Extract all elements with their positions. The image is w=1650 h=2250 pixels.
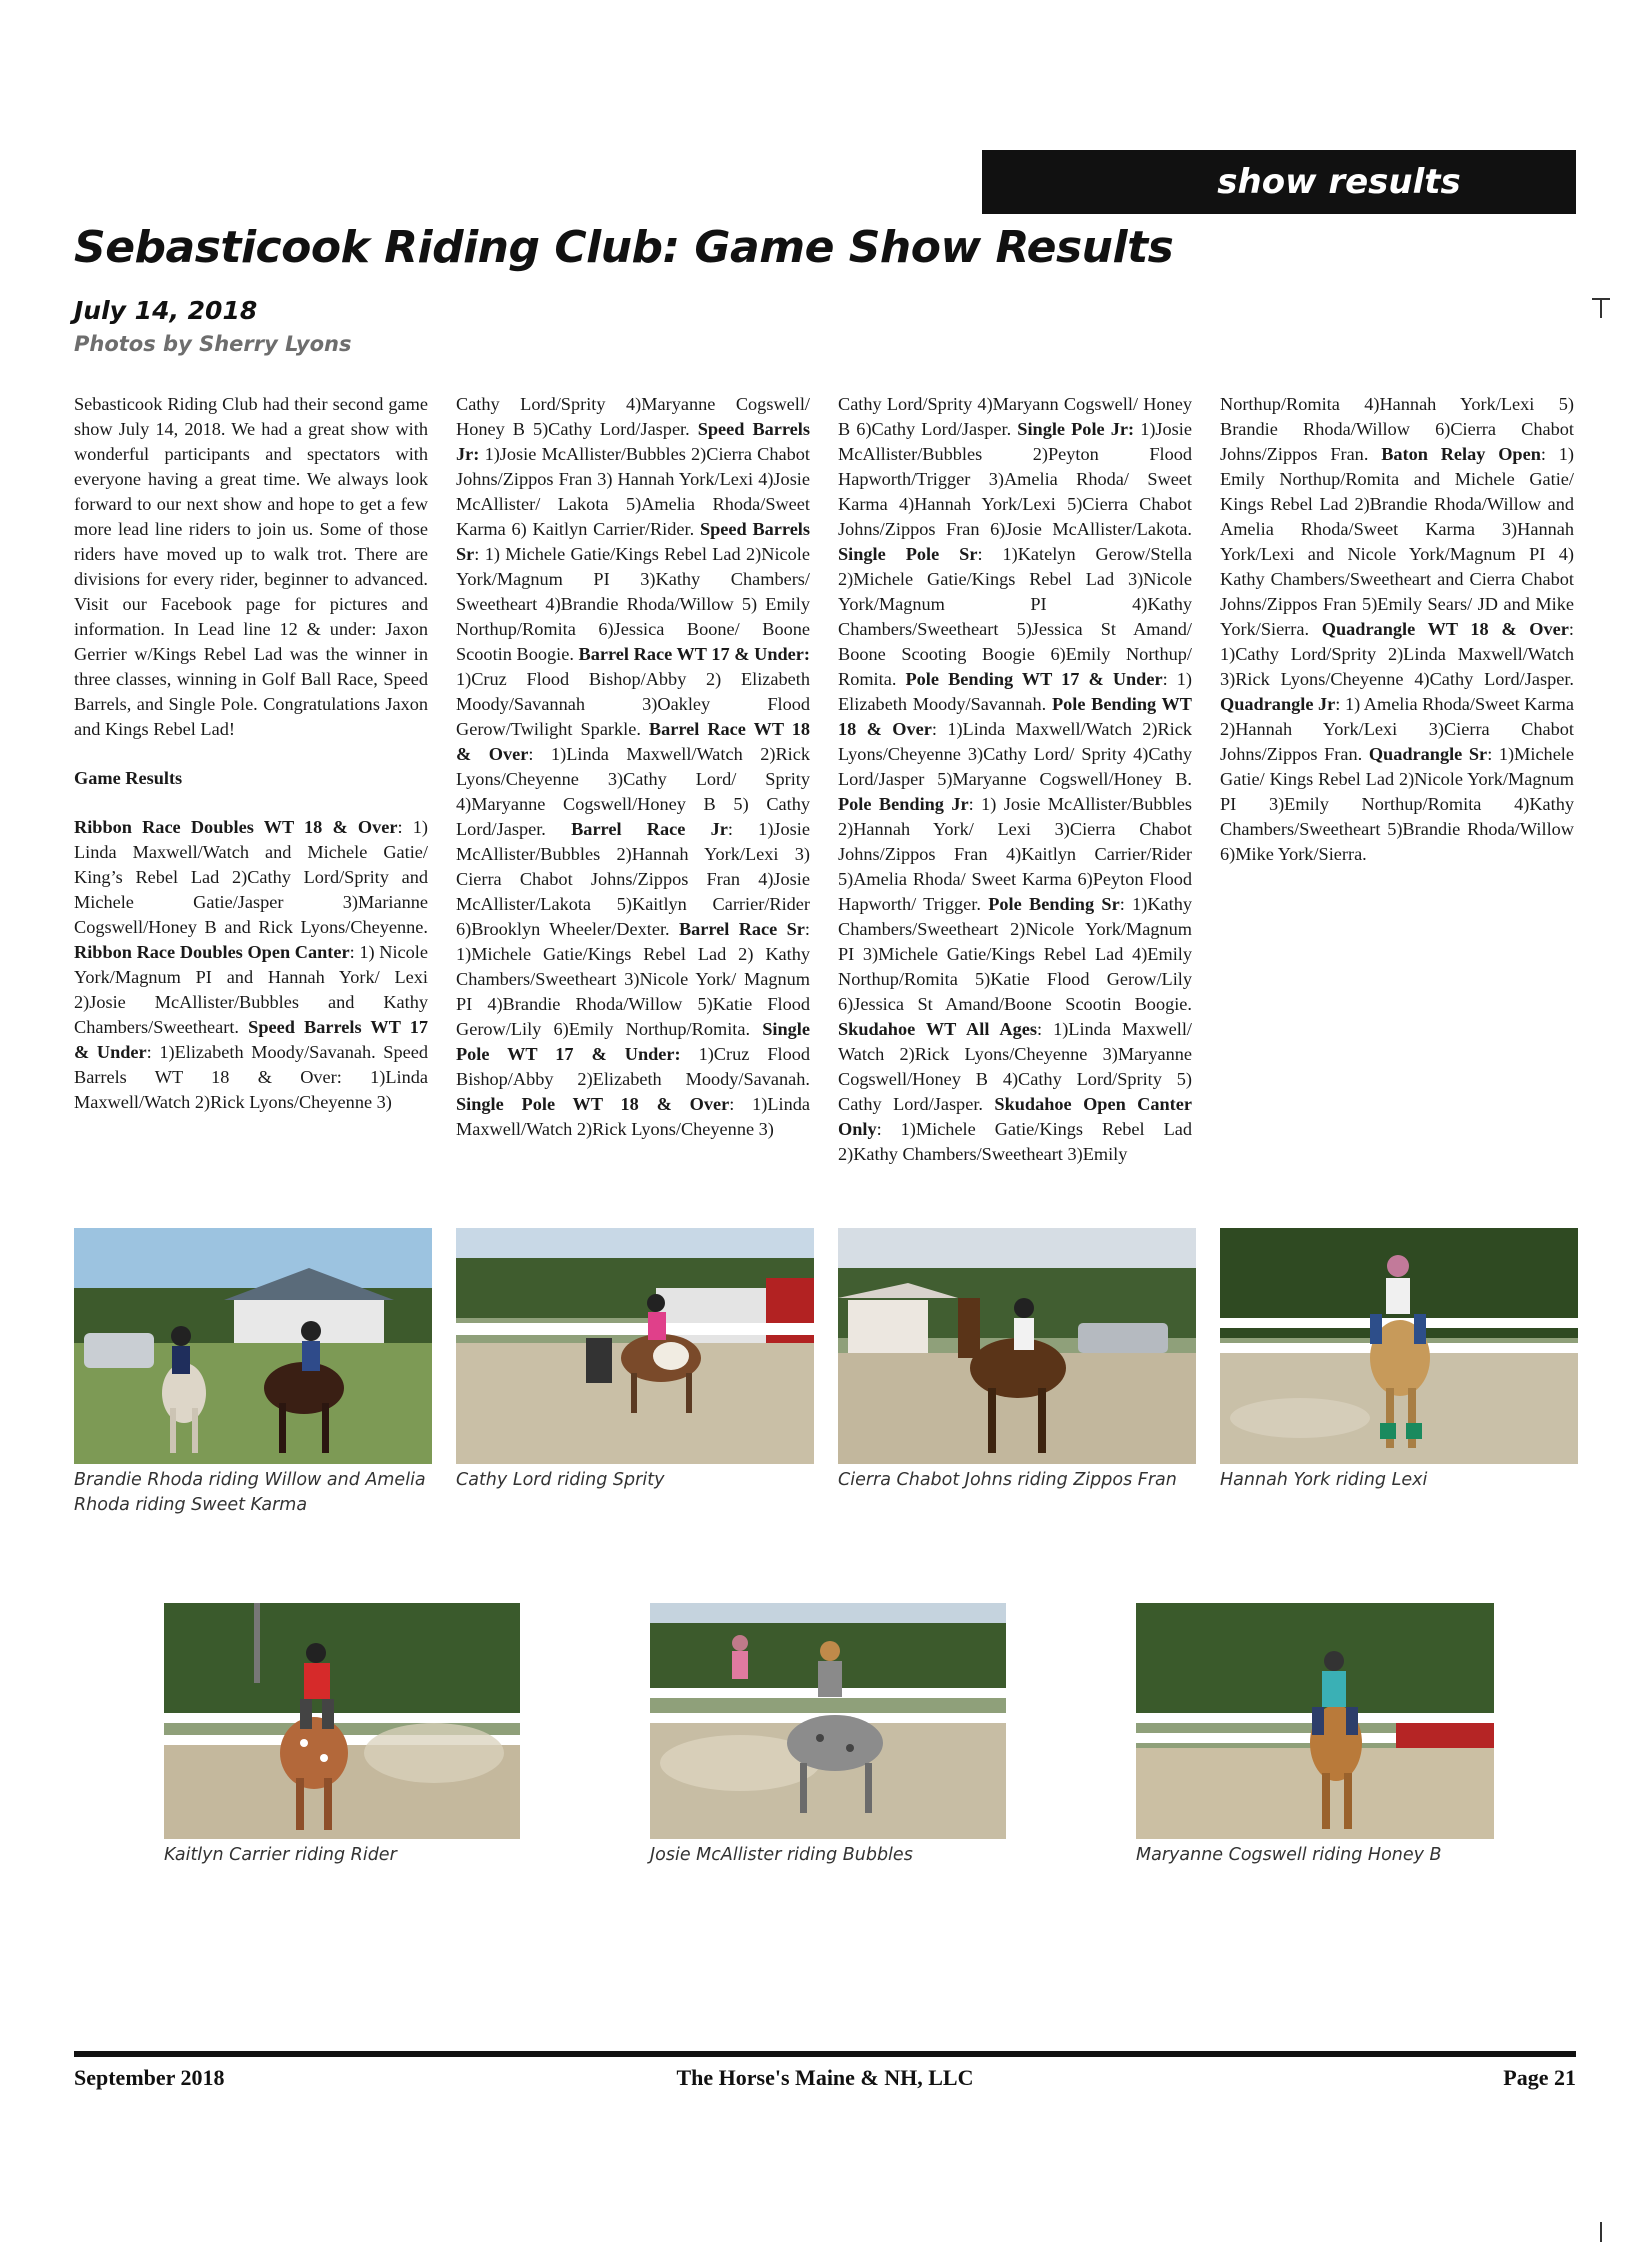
result-text: : 1) Nicole York/Magnum PI and Hannah York/ Lexi 2)Josie McAllister/Bubbles and Kathy Chambers/Sweetheart. bbox=[74, 942, 428, 1037]
photo-caption: Hannah York riding Lexi bbox=[1220, 1470, 1428, 1490]
event-name: Single Pole WT 17 & Under: bbox=[456, 1019, 810, 1064]
result-text: Cathy Lord/Sprity 4)Maryann Cogswell/ Honey B 6)Cathy Lord/Jasper. bbox=[838, 394, 1192, 439]
photo-brandie-rhoda-willow bbox=[74, 1228, 432, 1464]
photo-caption: Cierra Chabot Johns riding Zippos Fran bbox=[838, 1470, 1177, 1490]
photo-hannah-york-lexi bbox=[1220, 1228, 1578, 1464]
footer-page-number: Page 21 bbox=[1503, 2065, 1576, 2090]
event-name: Single Pole WT 18 & Over bbox=[456, 1094, 730, 1114]
event-name: Quadrangle Jr bbox=[1220, 694, 1336, 714]
result-text: 1)Josie McAllister/Bubbles 2)Peyton Flood Hapworth/Trigger 3)Amelia Rhoda/ Sweet Karma 4)Hannah York/Lexi 5)Cierra Chabot Johns/Zippos Fran 6)Josie McAllister/Lakota. bbox=[838, 419, 1192, 539]
event-name: Pole Bending WT 18 & Over bbox=[838, 694, 1192, 739]
event-name: Speed Barrels Sr bbox=[456, 519, 811, 564]
event-name: Speed Barrels Jr: bbox=[456, 419, 810, 464]
footer-issue-date: September 2018 bbox=[74, 2065, 225, 2090]
event-name: Baton Relay Open bbox=[1381, 444, 1541, 464]
result-text: : 1)Elizabeth Moody/Savanah. Speed Barrels WT 18 & Over: 1)Linda Maxwell/Watch 2)Rick Lyons/Cheyenne 3) bbox=[74, 1042, 428, 1112]
photo-credit: Photos by Sherry Lyons bbox=[74, 332, 352, 356]
event-name: Skudahoe WT All Ages bbox=[838, 1019, 1037, 1039]
photo-caption: Kaitlyn Carrier riding Rider bbox=[164, 1845, 397, 1865]
article-paragraph bbox=[74, 766, 428, 791]
article-paragraph bbox=[74, 392, 428, 742]
event-name: Game Results bbox=[74, 768, 183, 788]
article-paragraph bbox=[456, 392, 810, 1142]
result-text: : 1) Amelia Rhoda/Sweet Karma 2)Hannah York/Lexi 3)Cierra Chabot Johns/Zippos Fran. bbox=[1220, 694, 1574, 764]
result-text: : 1)Linda Maxwell/Watch 2)Rick Lyons/Cheyenne 3)Cathy Lord/ Sprity 4)Maryanne Cogswell/Honey B 5) Cathy Lord/Jasper. bbox=[456, 744, 811, 839]
result-text: : 1)Kathy Chambers/Sweetheart 2)Nicole York/Magnum PI 3)Michele Gatie/Kings Rebel Lad 4)Emily Northup/Romita 5)Katie Flood Gerow/Lily 6)Jessica St Amand/Boone Scootin Boogie. bbox=[838, 894, 1192, 1014]
result-text: 1)Cruz Flood Bishop/Abby 2)Elizabeth Moody/Savanah. bbox=[456, 1044, 810, 1089]
result-text: 1)Cruz Flood Bishop/Abby 2) Elizabeth Moody/Savannah 3)Oakley Flood Gerow/Twilight Sparkle. bbox=[456, 669, 810, 739]
photo-caption: Josie McAllister riding Bubbles bbox=[650, 1845, 913, 1865]
photo-caption: Maryanne Cogswell riding Honey B bbox=[1136, 1845, 1442, 1865]
article-column-3 bbox=[838, 392, 1192, 1167]
event-name: Pole Bending Sr bbox=[988, 894, 1120, 914]
article-paragraph bbox=[1220, 392, 1574, 867]
event-date: July 14, 2018 bbox=[74, 296, 258, 325]
photo-caption: Cathy Lord riding Sprity bbox=[456, 1470, 665, 1490]
headline: Sebasticook Riding Club: Game Show Results bbox=[74, 222, 1174, 273]
result-text: Cathy Lord/Sprity 4)Maryanne Cogswell/ Honey B 5)Cathy Lord/Jasper. bbox=[456, 394, 810, 439]
photo-maryanne-cogswell-honey-b bbox=[1136, 1603, 1494, 1839]
event-name: Quadrangle Sr bbox=[1368, 744, 1488, 764]
event-name: Barrel Race WT 17 & Under: bbox=[578, 644, 810, 664]
event-name: Speed Barrels WT 17 & Under bbox=[74, 1017, 429, 1062]
crop-mark-icon bbox=[1600, 2222, 1602, 2242]
event-name: Single Pole Jr: bbox=[1017, 419, 1135, 439]
event-name: Quadrangle WT 18 & Over bbox=[1321, 619, 1569, 639]
photo-josie-mcallister-bubbles bbox=[650, 1603, 1006, 1839]
result-text: Northup/Romita 4)Hannah York/Lexi 5) Brandie Rhoda/Willow 6)Cierra Chabot Johns/Zippos Fran. bbox=[1220, 394, 1574, 464]
event-name: Pole Bending WT 17 & Under bbox=[905, 669, 1163, 689]
photo-kaitlyn-carrier-rider bbox=[164, 1603, 520, 1839]
photo-cathy-lord-sprity bbox=[456, 1228, 814, 1464]
event-name: Barrel Race WT 18 & Over bbox=[456, 719, 810, 764]
result-text: : 1)Michele Gatie/Kings Rebel Lad 2) Kathy Chambers/Sweetheart 3)Nicole York/ Magnum PI 4)Brandie Rhoda/Willow 5)Katie Flood Gerow/Lily 6)Emily Northup/Romita. bbox=[456, 919, 810, 1039]
section-tag: show results bbox=[982, 150, 1576, 214]
event-name: Ribbon Race Doubles WT 18 & Over bbox=[74, 817, 398, 837]
event-name: Skudahoe Open Canter Only bbox=[838, 1094, 1192, 1139]
result-text: : 1)Katelyn Gerow/Stella 2)Michele Gatie/Kings Rebel Lad 3)Nicole York/Magnum PI 4)Kathy Chambers/Sweetheart 5)Jessica St Amand/ Boone Scooting Boogie 6)Emily Northup/ Romita. bbox=[838, 544, 1193, 689]
result-text: : 1)Josie McAllister/Bubbles 2)Hannah York/Lexi 3) Cierra Chabot Johns/Zippos Fran 4)Josie McAllister/Lakota 5)Kaitlyn Carrier/Rider 6)Brooklyn Wheeler/Dexter. bbox=[456, 819, 810, 939]
photo-cierra-chabot-johns-zippos-fran bbox=[838, 1228, 1196, 1464]
article-paragraph bbox=[74, 815, 428, 1115]
footer-rule bbox=[74, 2051, 1576, 2057]
result-text: : 1) Elizabeth Moody/Savannah. bbox=[838, 669, 1192, 714]
crop-mark-icon bbox=[1592, 298, 1610, 318]
photo-caption: Brandie Rhoda riding Willow and Amelia Rhoda riding Sweet Karma bbox=[74, 1470, 426, 1515]
event-name: Ribbon Race Doubles Open Canter bbox=[74, 942, 350, 962]
result-text: : 1) Emily Northup/Romita and Michele Gatie/ Kings Rebel Lad 2)Brandie Rhoda/Willow and Amelia Rhoda/Sweet Karma 3)Hannah York/Lexi and Nicole York/Magnum PI 4) Kathy Chambers/Sweetheart and Cierra Chabot Johns/Zippos Fran 5)Emily Sears/ JD and Mike York/Sierra. bbox=[1220, 444, 1574, 639]
result-text: Sebasticook Riding Club had their second game show July 14, 2018. We had a great show with wonderful participants and spectators with everyone having a great time. We always look forward to our next show and hope to get a few more lead line riders to join us. Some of those riders have moved up to walk trot. There are divisions for every rider, beginner to advanced. Visit our Facebook page for pictures and information. In Lead line 12 & under: Jaxon Gerrier w/Kings Rebel Lad was the winner in three classes, winning in Golf Ball Race, Speed Barrels, and Single Pole. Congratulations Jaxon and Kings Rebel Lad! bbox=[74, 394, 428, 739]
article-column-1 bbox=[74, 392, 428, 1115]
event-name: Single Pole Sr bbox=[838, 544, 978, 564]
event-name: Barrel Race Jr bbox=[571, 819, 728, 839]
result-text: : 1)Linda Maxwell/ Watch 2)Rick Lyons/Cheyenne 3)Maryanne Cogswell/Honey B 4)Cathy Lord/Sprity 5) Cathy Lord/Jasper. bbox=[838, 1019, 1193, 1114]
event-name: Barrel Race Sr bbox=[678, 919, 805, 939]
result-text: : 1)Linda Maxwell/Watch 2)Rick Lyons/Cheyenne 3)Cathy Lord/ Sprity 4)Cathy Lord/Jasper 5)Maryanne Cogswell/Honey B. bbox=[838, 719, 1192, 789]
result-text: 1)Josie McAllister/Bubbles 2)Cierra Chabot Johns/Zippos Fran 3) Hannah York/Lexi 4)Josie McAllister/ Lakota 5)Amelia Rhoda/Sweet Karma 6) Kaitlyn Carrier/Rider. bbox=[456, 444, 810, 539]
event-name: Pole Bending Jr bbox=[838, 794, 969, 814]
result-text: : 1) Josie McAllister/Bubbles 2)Hannah York/ Lexi 3)Cierra Chabot Johns/Zippos Fran 4)Kaitlyn Carrier/Rider 5)Amelia Rhoda/ Sweet Karma 6)Peyton Flood Hapworth/ Trigger. bbox=[838, 794, 1192, 914]
footer-publication: The Horse's Maine & NH, LLC bbox=[676, 2065, 974, 2090]
article-column-2 bbox=[456, 392, 810, 1142]
result-text: : 1) Michele Gatie/Kings Rebel Lad 2)Nicole York/Magnum PI 3)Kathy Chambers/ Sweetheart 4)Brandie Rhoda/Willow 5) Emily Northup/Romita 6)Jessica Boone/ Boone Scootin Boogie. bbox=[456, 544, 810, 664]
result-text: : 1)Cathy Lord/Sprity 2)Linda Maxwell/Watch 3)Rick Lyons/Cheyenne 4)Cathy Lord/Jasper. bbox=[1220, 619, 1574, 689]
result-text: : 1) Linda Maxwell/Watch and Michele Gatie/ King’s Rebel Lad 2)Cathy Lord/Sprity and Michele Gatie/Jasper 3)Marianne Cogswell/Honey B and Rick Lyons/Cheyenne. bbox=[74, 817, 428, 937]
result-text: : 1)Linda Maxwell/Watch 2)Rick Lyons/Cheyenne 3) bbox=[456, 1094, 810, 1139]
result-text: : 1)Michele Gatie/ Kings Rebel Lad 2)Nicole York/Magnum PI 3)Emily Northup/Romita 4)Kathy Chambers/Sweetheart 5)Brandie Rhoda/Willow 6)Mike York/Sierra. bbox=[1220, 744, 1575, 864]
result-text: : 1)Michele Gatie/Kings Rebel Lad 2)Kathy Chambers/Sweetheart 3)Emily bbox=[838, 1119, 1192, 1164]
article-paragraph bbox=[838, 392, 1192, 1167]
article-column-4 bbox=[1220, 392, 1574, 867]
